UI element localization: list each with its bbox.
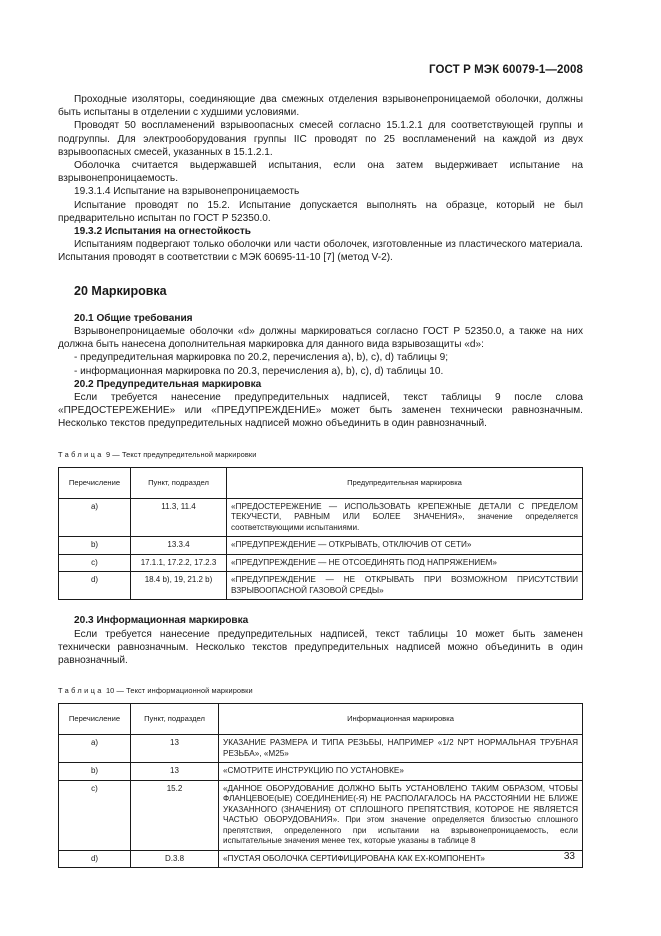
table-cell: «СМОТРИТЕ ИНСТРУКЦИЮ ПО УСТАНОВКЕ» bbox=[219, 763, 583, 781]
table-caption bbox=[58, 448, 583, 461]
table-cell: a) bbox=[59, 498, 131, 537]
table-cell: «ПРЕДУПРЕЖДЕНИЕ — НЕ ОТСОЕДИНЯТЬ ПОД НАПРЯЖЕНИЕМ» bbox=[227, 554, 583, 572]
table-row bbox=[59, 554, 583, 572]
document-body bbox=[58, 93, 583, 868]
table-row bbox=[59, 735, 583, 763]
table-row bbox=[59, 850, 583, 868]
table-row bbox=[59, 498, 583, 537]
table-row bbox=[59, 763, 583, 781]
table-row bbox=[59, 780, 583, 850]
table-header-cell: Предупредительная маркировка bbox=[227, 467, 583, 498]
table-cell: УКАЗАНИЕ РАЗМЕРА И ТИПА РЕЗЬБЫ, НАПРИМЕР «1/2 NPT НОРМАЛЬНАЯ ТРУБНАЯ РЕЗЬБА», «M25» bbox=[219, 735, 583, 763]
paragraph: Если требуется нанесение предупредительных надписей, текст таблицы 9 после слова «ПРЕДОСТЕРЕЖЕНИЕ» или «ПРЕДУПРЕЖДЕНИЕ» может быть заменен технически равнозначным. Несколько текстов предупредительных надписей можно объединить в один равнозначный. bbox=[58, 392, 583, 430]
page-number: 33 bbox=[563, 851, 575, 862]
table-caption bbox=[58, 684, 583, 697]
subsection-title: 20.1 Общие требования bbox=[74, 312, 193, 324]
table-caption-word: Таблица bbox=[58, 449, 104, 459]
table-caption-word: Таблица bbox=[58, 686, 104, 696]
subsection-title: 20.3 Информационная маркировка bbox=[74, 615, 249, 627]
warning-marking-table bbox=[58, 467, 583, 601]
table-cell: b) bbox=[59, 763, 131, 781]
section-title: 20 Маркировка bbox=[74, 283, 167, 298]
table-cell: 13 bbox=[131, 735, 219, 763]
paragraph: Оболочка считается выдержавшей испытания, если она затем выдерживает испытание на взрывонепроницаемость. bbox=[58, 160, 583, 185]
table-cell: a) bbox=[59, 735, 131, 763]
list-item: - информационная маркировка по 20.3, перечисления a), b), c), d) таблицы 10. bbox=[74, 365, 444, 377]
document-header: ГОСТ Р МЭК 60079-1—2008 bbox=[429, 64, 583, 76]
subsection-title: 20.2 Предупредительная маркировка bbox=[74, 378, 262, 390]
table-row bbox=[59, 572, 583, 600]
paragraph: Испытаниям подвергают только оболочки или части оболочек, изготовленные из пластического материала. Испытания проводят в соответствии с МЭК 60695-11-10 [7] (метод V-2). bbox=[58, 239, 583, 264]
list-item: - предупредительная маркировка по 20.2, перечисления a), b), c), d) таблицы 9; bbox=[74, 352, 449, 364]
table-cell: «ПРЕДОСТЕРЕЖЕНИЕ — ИСПОЛЬЗОВАТЬ КРЕПЕЖНЫЕ ДЕТАЛИ С ПРЕДЕЛОМ ТЕКУЧЕСТИ, РАВНЫМ ИЛИ БОЛЕЕ ЗНАЧЕНИЯ», значение определяется соответствующими испытаниями. bbox=[227, 498, 583, 537]
table-header-cell: Информационная маркировка bbox=[219, 704, 583, 735]
table-row bbox=[59, 537, 583, 555]
table-cell: c) bbox=[59, 780, 131, 850]
table-header-row bbox=[59, 704, 583, 735]
table-cell: 15.2 bbox=[131, 780, 219, 850]
table-cell: 18.4 b), 19, 21.2 b) bbox=[131, 572, 227, 600]
table-cell: 13.3.4 bbox=[131, 537, 227, 555]
table-cell: c) bbox=[59, 554, 131, 572]
paragraph: Испытание проводят по 15.2. Испытание допускается выполнять на образце, который не был предварительно испытан по ГОСТ Р 52350.0. bbox=[58, 199, 583, 224]
subclause-heading: 19.3.1.4 Испытание на взрывонепроницаемость bbox=[74, 186, 300, 198]
table-header-row bbox=[59, 467, 583, 498]
table-cell: «ПРЕДУПРЕЖДЕНИЕ — НЕ ОТКРЫВАТЬ ПРИ ВОЗМОЖНОМ ПРИСУТСТВИИ ВЗРЫВООПАСНОЙ ГАЗОВОЙ СРЕДЫ» bbox=[227, 572, 583, 600]
table-cell: b) bbox=[59, 537, 131, 555]
table-cell: d) bbox=[59, 572, 131, 600]
table-header-cell: Перечисление bbox=[59, 467, 131, 498]
table-cell: 17.1.1, 17.2.2, 17.2.3 bbox=[131, 554, 227, 572]
table-caption-text: 10 — Текст информационной маркировки bbox=[105, 686, 253, 696]
table-cell: 11.3, 11.4 bbox=[131, 498, 227, 537]
table-cell: 13 bbox=[131, 763, 219, 781]
table-cell: D.3.8 bbox=[131, 850, 219, 868]
table-header-cell: Пункт, подраздел bbox=[131, 467, 227, 498]
table-header-cell: Перечисление bbox=[59, 704, 131, 735]
table-cell: d) bbox=[59, 850, 131, 868]
table-header-cell: Пункт, подраздел bbox=[131, 704, 219, 735]
paragraph: Проводят 50 воспламенений взрывоопасных смесей согласно 15.1.2.1 для соответствующей группы и подгруппы. Для электрооборудования группы IIC проводят по 25 воспламенений на каждой из двух взрывоопасных смесей, указанных в 15.1.2.1. bbox=[58, 120, 583, 158]
paragraph: Проходные изоляторы, соединяющие два смежных отделения взрывонепроницаемой оболочки, должны быть испытаны в отделении с худшими условиями. bbox=[58, 94, 583, 119]
information-marking-table bbox=[58, 703, 583, 868]
paragraph: Если требуется нанесение предупредительных надписей, текст таблицы 10 может быть заменен технически равнозначным. Несколько текстов предупредительных надписей можно объединить в один равнозначный. bbox=[58, 628, 583, 666]
table-cell: «ПРЕДУПРЕЖДЕНИЕ — ОТКРЫВАТЬ, ОТКЛЮЧИВ ОТ СЕТИ» bbox=[227, 537, 583, 555]
table-cell: «ДАННОЕ ОБОРУДОВАНИЕ ДОЛЖНО БЫТЬ УСТАНОВЛЕНО ТАКИМ ОБРАЗОМ, ЧТОБЫ ФЛАНЦЕВОЕ(ЫЕ) СОЕДИНЕНИЕ(-Я) НЕ РАСПОЛАГАЛОСЬ НА РАССТОЯНИИ НЕ БЛИЖЕ УКАЗАННОГО (ЗНАЧЕНИЯ) ОТ СПЛОШНОГО ПРЕПЯТСТВИЯ, КОТОРОЕ НЕ ЯВЛЯЕТСЯ ЧАСТЬЮ ОБОРУДОВАНИЯ». При этом значение определяется близостью сплошного препятствия, определенного при испытании на взрывонепроницаемость, если испытательные значения менее тех, которые указаны в таблице 8 bbox=[219, 780, 583, 850]
subclause-heading: 19.3.2 Испытания на огнестойкость bbox=[74, 226, 251, 238]
paragraph: Взрывонепроницаемые оболочки «d» должны маркироваться согласно ГОСТ Р 52350.0, а также на них должна быть нанесена дополнительная маркировка для данного вида взрывозащиты «d»: bbox=[58, 326, 583, 351]
table-caption-text: 9 — Текст предупредительной маркировки bbox=[105, 449, 257, 459]
table-cell: «ПУСТАЯ ОБОЛОЧКА СЕРТИФИЦИРОВАНА КАК EX-КОМПОНЕНТ» bbox=[219, 850, 583, 868]
